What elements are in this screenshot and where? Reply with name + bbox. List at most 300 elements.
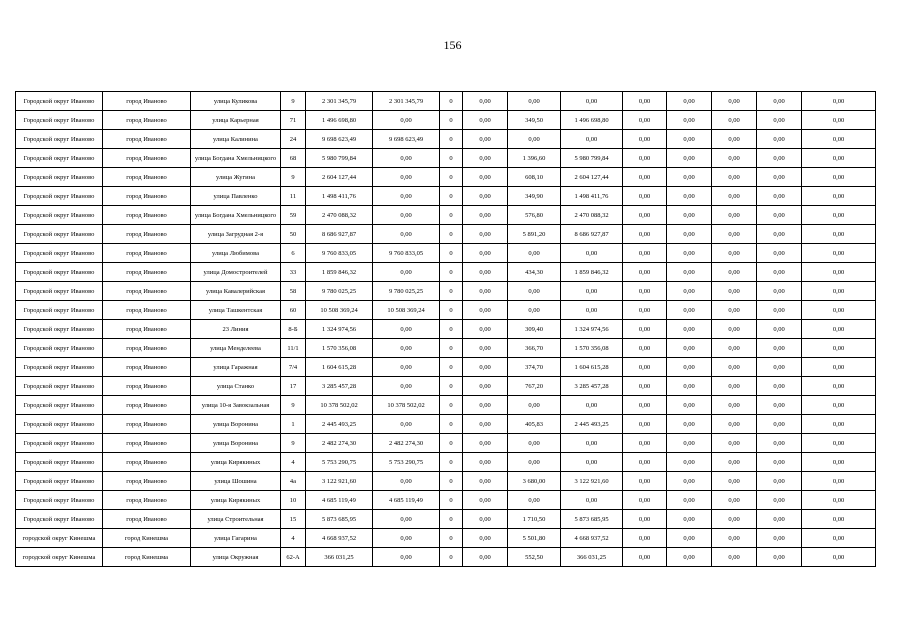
cell-cost-e: 0,00 <box>667 282 712 301</box>
cell-cost-e: 0,00 <box>667 377 712 396</box>
cell-total-cost: 10 508 369,24 <box>306 301 373 320</box>
table-row <box>16 263 876 282</box>
table-row <box>16 130 876 149</box>
cell-cost-b: 0,00 <box>463 282 508 301</box>
cell-cost-f: 0,00 <box>712 472 757 491</box>
cell-cost-e: 0,00 <box>667 510 712 529</box>
cell-settlement: город Иваново <box>103 358 191 377</box>
cell-cost-e: 0,00 <box>667 415 712 434</box>
cell-cost-g: 0,00 <box>757 244 802 263</box>
cell-cost-f: 0,00 <box>712 244 757 263</box>
cell-municipality: Городской округ Иваново <box>16 130 103 149</box>
cell-street: улица Строительная <box>191 510 281 529</box>
cell-cost-e: 0,00 <box>667 358 712 377</box>
cell-house-number: 4 <box>281 453 306 472</box>
table-row <box>16 320 876 339</box>
cell-cost-d: 0,00 <box>623 491 667 510</box>
table-body <box>16 92 876 567</box>
cell-cost-a: 4 685 119,49 <box>373 491 440 510</box>
table-row <box>16 282 876 301</box>
cell-total-cost: 3 285 457,28 <box>306 377 373 396</box>
cell-cost-c: 5 980 799,84 <box>561 149 623 168</box>
cell-street: улица 10-я Завокзальная <box>191 396 281 415</box>
cell-total-cost: 1 324 974,56 <box>306 320 373 339</box>
cell-total-cost: 2 482 274,30 <box>306 434 373 453</box>
cell-cost-g: 0,00 <box>757 282 802 301</box>
table-row <box>16 225 876 244</box>
cell-settlement: город Кинешма <box>103 548 191 567</box>
cell-cost-d: 0,00 <box>623 415 667 434</box>
cell-street: улица Кирякиных <box>191 491 281 510</box>
cell-street: улица Воронина <box>191 415 281 434</box>
cell-cost-c: 3 122 921,60 <box>561 472 623 491</box>
cell-cost-h: 0,00 <box>802 453 876 472</box>
cell-cost-g: 0,00 <box>757 320 802 339</box>
cell-cost-d: 0,00 <box>623 510 667 529</box>
cell-count-a: 0 <box>440 206 463 225</box>
cell-cost-a: 0,00 <box>373 111 440 130</box>
cell-cost-b: 0,00 <box>463 111 508 130</box>
cell-street: улица Ташкентская <box>191 301 281 320</box>
cell-street: улица Окружная <box>191 548 281 567</box>
cell-cost-h: 0,00 <box>802 130 876 149</box>
cell-total-cost: 4 668 937,52 <box>306 529 373 548</box>
cell-cost-b: 0,00 <box>463 491 508 510</box>
cell-cost-f: 0,00 <box>712 415 757 434</box>
cell-cost-b: 0,00 <box>463 149 508 168</box>
table-row <box>16 415 876 434</box>
cell-settlement: город Иваново <box>103 282 191 301</box>
cell-street: улица Павленко <box>191 187 281 206</box>
cell-cost-f: 0,00 <box>712 358 757 377</box>
cell-total-cost: 1 496 698,80 <box>306 111 373 130</box>
cell-cost-d: 0,00 <box>623 111 667 130</box>
cell-street: улица Станко <box>191 377 281 396</box>
cell-house-number: 4а <box>281 472 306 491</box>
cell-cost-a: 0,00 <box>373 510 440 529</box>
cell-cost-d: 0,00 <box>623 377 667 396</box>
cell-cost-h: 0,00 <box>802 263 876 282</box>
cell-cost-d: 0,00 <box>623 244 667 263</box>
cell-cost-g: 0,00 <box>757 92 802 111</box>
cell-cost-f: 0,00 <box>712 396 757 415</box>
cell-total-cost: 2 301 345,79 <box>306 92 373 111</box>
cell-cost-b: 0,00 <box>463 206 508 225</box>
table-row <box>16 168 876 187</box>
cell-cost-g: 0,00 <box>757 206 802 225</box>
cell-cost-e: 0,00 <box>667 339 712 358</box>
cell-settlement: город Иваново <box>103 472 191 491</box>
cell-house-number: 9 <box>281 396 306 415</box>
cell-cost-f: 0,00 <box>712 377 757 396</box>
cell-cost-f: 0,00 <box>712 510 757 529</box>
cell-settlement: город Иваново <box>103 187 191 206</box>
cell-count-a: 0 <box>440 111 463 130</box>
cell-cost-c: 1 604 615,28 <box>561 358 623 377</box>
cell-area: 434,30 <box>508 263 561 282</box>
cell-street: улица Шошина <box>191 472 281 491</box>
cell-house-number: 17 <box>281 377 306 396</box>
cell-street: 23 Линия <box>191 320 281 339</box>
cell-cost-c: 0,00 <box>561 301 623 320</box>
cell-cost-f: 0,00 <box>712 168 757 187</box>
cell-cost-e: 0,00 <box>667 529 712 548</box>
cell-house-number: 8-Б <box>281 320 306 339</box>
cell-cost-d: 0,00 <box>623 320 667 339</box>
cell-house-number: 9 <box>281 92 306 111</box>
cell-cost-c: 0,00 <box>561 130 623 149</box>
cell-cost-h: 0,00 <box>802 472 876 491</box>
cell-cost-c: 2 445 493,25 <box>561 415 623 434</box>
cell-count-a: 0 <box>440 529 463 548</box>
cell-cost-a: 2 301 345,79 <box>373 92 440 111</box>
cell-municipality: Городской округ Иваново <box>16 244 103 263</box>
cell-total-cost: 9 760 833,05 <box>306 244 373 263</box>
cell-settlement: город Иваново <box>103 415 191 434</box>
cell-cost-c: 2 470 088,32 <box>561 206 623 225</box>
cell-municipality: Городской округ Иваново <box>16 358 103 377</box>
table-row <box>16 434 876 453</box>
cell-total-cost: 1 570 356,08 <box>306 339 373 358</box>
table-row <box>16 111 876 130</box>
cell-cost-b: 0,00 <box>463 510 508 529</box>
cell-street: улица Кавалерийская <box>191 282 281 301</box>
table-row <box>16 529 876 548</box>
cell-cost-c: 8 686 927,87 <box>561 225 623 244</box>
cell-count-a: 0 <box>440 377 463 396</box>
cell-municipality: Городской округ Иваново <box>16 339 103 358</box>
cell-cost-f: 0,00 <box>712 339 757 358</box>
cell-cost-e: 0,00 <box>667 225 712 244</box>
cell-cost-g: 0,00 <box>757 415 802 434</box>
cell-municipality: Городской округ Иваново <box>16 472 103 491</box>
cell-cost-b: 0,00 <box>463 339 508 358</box>
cell-cost-g: 0,00 <box>757 358 802 377</box>
cell-municipality: Городской округ Иваново <box>16 282 103 301</box>
cell-cost-a: 0,00 <box>373 472 440 491</box>
cell-settlement: город Кинешма <box>103 529 191 548</box>
cell-cost-e: 0,00 <box>667 472 712 491</box>
cell-cost-d: 0,00 <box>623 301 667 320</box>
cell-house-number: 33 <box>281 263 306 282</box>
cell-cost-d: 0,00 <box>623 187 667 206</box>
cell-count-a: 0 <box>440 434 463 453</box>
cell-municipality: Городской округ Иваново <box>16 510 103 529</box>
cell-total-cost: 366 031,25 <box>306 548 373 567</box>
table-row <box>16 301 876 320</box>
cell-cost-g: 0,00 <box>757 453 802 472</box>
cell-cost-f: 0,00 <box>712 206 757 225</box>
cell-cost-b: 0,00 <box>463 453 508 472</box>
cell-cost-c: 1 570 356,08 <box>561 339 623 358</box>
cell-settlement: город Иваново <box>103 130 191 149</box>
cell-total-cost: 1 859 846,32 <box>306 263 373 282</box>
page-number: 156 <box>443 38 462 52</box>
cell-cost-d: 0,00 <box>623 358 667 377</box>
cell-count-a: 0 <box>440 396 463 415</box>
cell-cost-d: 0,00 <box>623 92 667 111</box>
cell-cost-h: 0,00 <box>802 282 876 301</box>
cell-cost-a: 2 482 274,30 <box>373 434 440 453</box>
cell-area: 366,70 <box>508 339 561 358</box>
cell-cost-g: 0,00 <box>757 168 802 187</box>
cell-cost-e: 0,00 <box>667 320 712 339</box>
cell-municipality: Городской округ Иваново <box>16 396 103 415</box>
table-row <box>16 244 876 263</box>
cell-count-a: 0 <box>440 339 463 358</box>
cell-cost-d: 0,00 <box>623 472 667 491</box>
cell-cost-a: 0,00 <box>373 358 440 377</box>
cell-cost-g: 0,00 <box>757 510 802 529</box>
table-row <box>16 187 876 206</box>
table-row <box>16 510 876 529</box>
cell-cost-g: 0,00 <box>757 377 802 396</box>
cell-street: улица Любимова <box>191 244 281 263</box>
cell-cost-e: 0,00 <box>667 130 712 149</box>
cell-cost-c: 0,00 <box>561 92 623 111</box>
cell-municipality: Городской округ Иваново <box>16 453 103 472</box>
cell-count-a: 0 <box>440 282 463 301</box>
cell-total-cost: 2 604 127,44 <box>306 168 373 187</box>
cell-house-number: 4 <box>281 529 306 548</box>
cell-municipality: Городской округ Иваново <box>16 491 103 510</box>
cell-municipality: Городской округ Иваново <box>16 149 103 168</box>
cell-street: улица Кирякиных <box>191 453 281 472</box>
cell-cost-a: 0,00 <box>373 206 440 225</box>
cell-municipality: Городской округ Иваново <box>16 301 103 320</box>
cell-house-number: 11 <box>281 187 306 206</box>
table-row <box>16 548 876 567</box>
cell-cost-d: 0,00 <box>623 263 667 282</box>
cell-cost-a: 0,00 <box>373 377 440 396</box>
cell-settlement: город Иваново <box>103 434 191 453</box>
cell-house-number: 59 <box>281 206 306 225</box>
cell-cost-b: 0,00 <box>463 320 508 339</box>
cell-cost-b: 0,00 <box>463 377 508 396</box>
cell-cost-a: 0,00 <box>373 149 440 168</box>
cell-street: улица Загрудная 2-я <box>191 225 281 244</box>
cell-cost-d: 0,00 <box>623 529 667 548</box>
cell-cost-h: 0,00 <box>802 491 876 510</box>
cell-cost-b: 0,00 <box>463 472 508 491</box>
cell-municipality: Городской округ Иваново <box>16 187 103 206</box>
cell-cost-g: 0,00 <box>757 225 802 244</box>
cell-cost-a: 0,00 <box>373 320 440 339</box>
cell-cost-c: 1 498 411,76 <box>561 187 623 206</box>
cell-cost-c: 5 873 685,95 <box>561 510 623 529</box>
cell-cost-h: 0,00 <box>802 510 876 529</box>
cell-count-a: 0 <box>440 263 463 282</box>
table-row <box>16 377 876 396</box>
cell-settlement: город Иваново <box>103 92 191 111</box>
cell-house-number: 60 <box>281 301 306 320</box>
cell-area: 0,00 <box>508 92 561 111</box>
cell-area: 0,00 <box>508 244 561 263</box>
cell-cost-a: 10 508 369,24 <box>373 301 440 320</box>
cell-cost-a: 9 760 833,05 <box>373 244 440 263</box>
cell-count-a: 0 <box>440 301 463 320</box>
cell-street: улица Богдана Хмельницкого <box>191 206 281 225</box>
cell-count-a: 0 <box>440 168 463 187</box>
cell-cost-e: 0,00 <box>667 244 712 263</box>
cell-total-cost: 9 780 025,25 <box>306 282 373 301</box>
cell-cost-h: 0,00 <box>802 339 876 358</box>
cell-cost-f: 0,00 <box>712 130 757 149</box>
cell-settlement: город Иваново <box>103 320 191 339</box>
cell-house-number: 6 <box>281 244 306 263</box>
cell-cost-e: 0,00 <box>667 548 712 567</box>
cell-house-number: 9 <box>281 168 306 187</box>
cell-count-a: 0 <box>440 358 463 377</box>
cell-cost-e: 0,00 <box>667 168 712 187</box>
cell-cost-g: 0,00 <box>757 111 802 130</box>
cell-total-cost: 5 753 290,75 <box>306 453 373 472</box>
cell-cost-f: 0,00 <box>712 453 757 472</box>
cell-cost-a: 0,00 <box>373 339 440 358</box>
cell-cost-e: 0,00 <box>667 111 712 130</box>
cell-count-a: 0 <box>440 244 463 263</box>
cell-cost-g: 0,00 <box>757 434 802 453</box>
cell-area: 374,70 <box>508 358 561 377</box>
cell-settlement: город Иваново <box>103 510 191 529</box>
cell-municipality: городской округ Кинешма <box>16 529 103 548</box>
cell-settlement: город Иваново <box>103 377 191 396</box>
cell-cost-b: 0,00 <box>463 187 508 206</box>
cell-house-number: 1 <box>281 415 306 434</box>
cell-area: 349,50 <box>508 111 561 130</box>
cell-cost-f: 0,00 <box>712 491 757 510</box>
cell-cost-b: 0,00 <box>463 301 508 320</box>
cell-cost-a: 0,00 <box>373 263 440 282</box>
cell-cost-a: 5 753 290,75 <box>373 453 440 472</box>
cell-cost-b: 0,00 <box>463 548 508 567</box>
cell-settlement: город Иваново <box>103 168 191 187</box>
cell-cost-e: 0,00 <box>667 491 712 510</box>
cell-cost-d: 0,00 <box>623 282 667 301</box>
cell-cost-b: 0,00 <box>463 168 508 187</box>
cell-cost-g: 0,00 <box>757 149 802 168</box>
cell-street: улица Менделеева <box>191 339 281 358</box>
cell-total-cost: 10 378 502,02 <box>306 396 373 415</box>
table-row <box>16 491 876 510</box>
cell-cost-h: 0,00 <box>802 548 876 567</box>
table-row <box>16 453 876 472</box>
cell-municipality: Городской округ Иваново <box>16 206 103 225</box>
cell-cost-h: 0,00 <box>802 168 876 187</box>
cell-cost-f: 0,00 <box>712 225 757 244</box>
cell-cost-f: 0,00 <box>712 301 757 320</box>
cell-count-a: 0 <box>440 149 463 168</box>
cell-cost-f: 0,00 <box>712 263 757 282</box>
cell-street: улица Жугина <box>191 168 281 187</box>
cell-settlement: город Иваново <box>103 453 191 472</box>
cell-cost-b: 0,00 <box>463 415 508 434</box>
cell-cost-c: 366 031,25 <box>561 548 623 567</box>
cell-street: улица Гаражная <box>191 358 281 377</box>
cell-cost-c: 0,00 <box>561 244 623 263</box>
cell-cost-c: 3 285 457,28 <box>561 377 623 396</box>
cell-cost-g: 0,00 <box>757 263 802 282</box>
cell-area: 0,00 <box>508 301 561 320</box>
cell-cost-c: 0,00 <box>561 491 623 510</box>
cell-cost-b: 0,00 <box>463 225 508 244</box>
cell-cost-b: 0,00 <box>463 358 508 377</box>
cell-area: 0,00 <box>508 282 561 301</box>
cell-area: 405,83 <box>508 415 561 434</box>
cell-municipality: Городской округ Иваново <box>16 263 103 282</box>
cell-municipality: Городской округ Иваново <box>16 168 103 187</box>
cell-cost-h: 0,00 <box>802 244 876 263</box>
cell-settlement: город Иваново <box>103 301 191 320</box>
cell-cost-b: 0,00 <box>463 92 508 111</box>
cell-municipality: городской округ Кинешма <box>16 548 103 567</box>
table-row <box>16 472 876 491</box>
cell-cost-f: 0,00 <box>712 548 757 567</box>
cell-cost-h: 0,00 <box>802 415 876 434</box>
cell-municipality: Городской округ Иваново <box>16 434 103 453</box>
cell-house-number: 24 <box>281 130 306 149</box>
cell-cost-f: 0,00 <box>712 282 757 301</box>
cell-cost-f: 0,00 <box>712 187 757 206</box>
cell-cost-b: 0,00 <box>463 130 508 149</box>
cell-cost-c: 0,00 <box>561 396 623 415</box>
cell-area: 3 680,00 <box>508 472 561 491</box>
cell-cost-g: 0,00 <box>757 130 802 149</box>
table-row <box>16 339 876 358</box>
cell-total-cost: 1 498 411,76 <box>306 187 373 206</box>
cell-cost-g: 0,00 <box>757 548 802 567</box>
cell-cost-a: 10 378 502,02 <box>373 396 440 415</box>
cell-cost-g: 0,00 <box>757 187 802 206</box>
cell-cost-g: 0,00 <box>757 396 802 415</box>
cell-cost-g: 0,00 <box>757 339 802 358</box>
cell-cost-f: 0,00 <box>712 529 757 548</box>
cell-cost-h: 0,00 <box>802 92 876 111</box>
table-row <box>16 358 876 377</box>
table-row <box>16 396 876 415</box>
cell-count-a: 0 <box>440 415 463 434</box>
cell-house-number: 50 <box>281 225 306 244</box>
cell-count-a: 0 <box>440 320 463 339</box>
cell-settlement: город Иваново <box>103 206 191 225</box>
cell-cost-d: 0,00 <box>623 130 667 149</box>
cell-settlement: город Иваново <box>103 396 191 415</box>
cell-cost-h: 0,00 <box>802 434 876 453</box>
cell-settlement: город Иваново <box>103 491 191 510</box>
cell-cost-f: 0,00 <box>712 320 757 339</box>
cell-house-number: 58 <box>281 282 306 301</box>
cell-cost-a: 0,00 <box>373 415 440 434</box>
cell-total-cost: 8 686 927,87 <box>306 225 373 244</box>
cell-cost-d: 0,00 <box>623 206 667 225</box>
cell-count-a: 0 <box>440 130 463 149</box>
cell-cost-h: 0,00 <box>802 225 876 244</box>
cell-cost-c: 0,00 <box>561 282 623 301</box>
cell-area: 5 501,80 <box>508 529 561 548</box>
cell-municipality: Городской округ Иваново <box>16 111 103 130</box>
cell-total-cost: 1 604 615,28 <box>306 358 373 377</box>
cell-cost-h: 0,00 <box>802 320 876 339</box>
cell-cost-e: 0,00 <box>667 206 712 225</box>
cell-cost-b: 0,00 <box>463 434 508 453</box>
cell-cost-d: 0,00 <box>623 548 667 567</box>
cell-total-cost: 4 685 119,49 <box>306 491 373 510</box>
cell-cost-h: 0,00 <box>802 149 876 168</box>
cell-total-cost: 2 470 088,32 <box>306 206 373 225</box>
cell-house-number: 68 <box>281 149 306 168</box>
cell-area: 0,00 <box>508 491 561 510</box>
cell-cost-d: 0,00 <box>623 149 667 168</box>
